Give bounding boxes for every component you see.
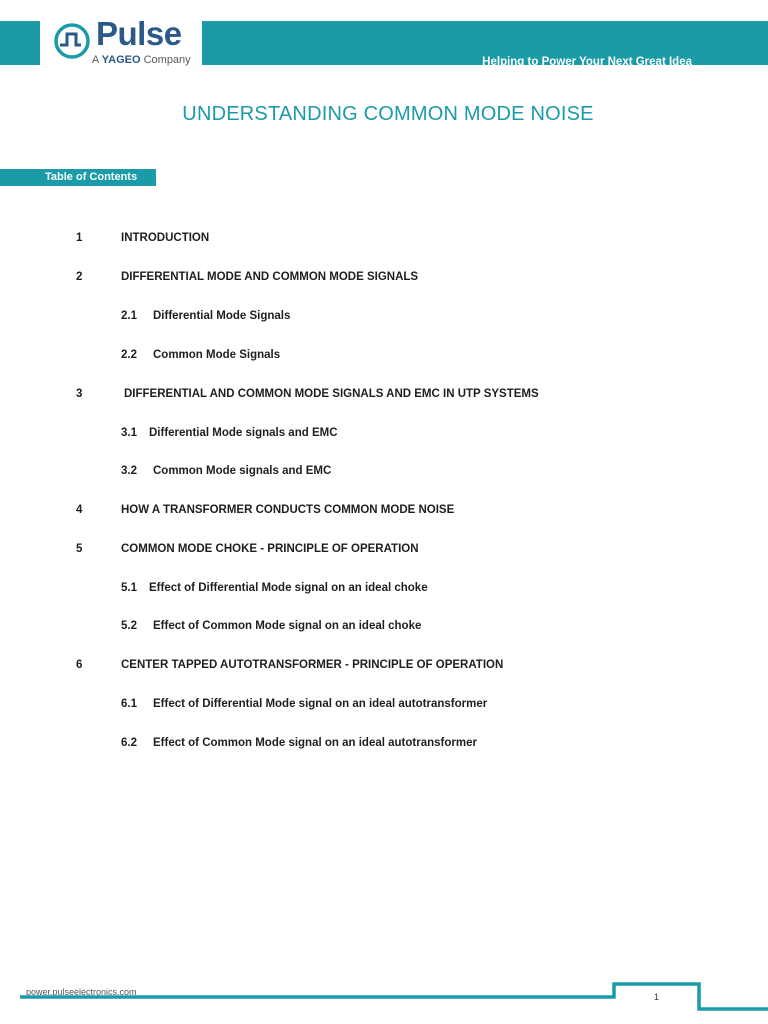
toc-entry-text: Differential Mode signals and EMC [149, 427, 338, 439]
toc-heading [0, 169, 156, 186]
toc-entry-text: Common Mode signals and EMC [153, 465, 332, 477]
logo-name: Pulse [96, 15, 182, 52]
toc-entry-text: Effect of Differential Mode signal on an ideal autotransformer [153, 698, 488, 710]
toc-entry-number: 2.1 [121, 310, 137, 322]
toc-entry-number: 5.2 [121, 620, 137, 632]
toc-entry-number: 1 [76, 232, 83, 244]
toc-entry-number: 2 [76, 271, 83, 283]
toc-entry-number: 5.1 [121, 582, 137, 594]
toc-entry-text: INTRODUCTION [121, 232, 210, 244]
toc-entry-text: DIFFERENTIAL AND COMMON MODE SIGNALS AND EMC IN UTP SYSTEMS [124, 388, 539, 400]
toc-entry-text: Effect of Common Mode signal on an ideal choke [153, 620, 422, 632]
tagline: Helping to Power Your Next Great Idea [482, 56, 692, 68]
logo-subtitle [92, 54, 191, 66]
page-number: 1 [654, 992, 660, 1002]
toc-heading-label: Table of Contents [45, 171, 138, 183]
toc-entry-text: Differential Mode Signals [153, 310, 291, 322]
toc-entry-number: 5 [76, 543, 83, 555]
toc-entry-text: Effect of Differential Mode signal on an ideal choke [149, 582, 428, 594]
toc-entry-number: 6 [76, 659, 83, 671]
toc-entry-number: 3.2 [121, 465, 137, 477]
footer-url[interactable]: power.pulseelectronics.com [26, 987, 137, 997]
toc-entry-text: COMMON MODE CHOKE - PRINCIPLE OF OPERATION [121, 543, 419, 555]
toc-entry-number: 6.1 [121, 698, 137, 710]
document-title: UNDERSTANDING COMMON MODE NOISE [182, 103, 594, 125]
toc-entry-text: DIFFERENTIAL MODE AND COMMON MODE SIGNALS [121, 271, 419, 283]
toc-entry-text: Effect of Common Mode signal on an ideal autotransformer [153, 737, 477, 749]
toc-entry-number: 3 [76, 388, 83, 400]
pulse-logo [40, 14, 202, 72]
toc-entry-number: 2.2 [121, 349, 137, 361]
toc-entry-number: 4 [76, 504, 83, 516]
toc-entry-text: HOW A TRANSFORMER CONDUCTS COMMON MODE NOISE [121, 504, 455, 516]
footer-divider [0, 975, 768, 1015]
toc-entry-text: Common Mode Signals [153, 349, 281, 361]
logo-sub-prefix: A [92, 54, 99, 66]
toc-entry-text: CENTER TAPPED AUTOTRANSFORMER - PRINCIPLE OF OPERATION [121, 659, 504, 671]
logo-sub-brand: YAGEO [101, 54, 141, 66]
toc-entry-number: 3.1 [121, 427, 137, 439]
pulse-logo-icon [54, 23, 90, 59]
toc-entry-number: 6.2 [121, 737, 137, 749]
logo-sub-suffix: Company [143, 54, 191, 66]
